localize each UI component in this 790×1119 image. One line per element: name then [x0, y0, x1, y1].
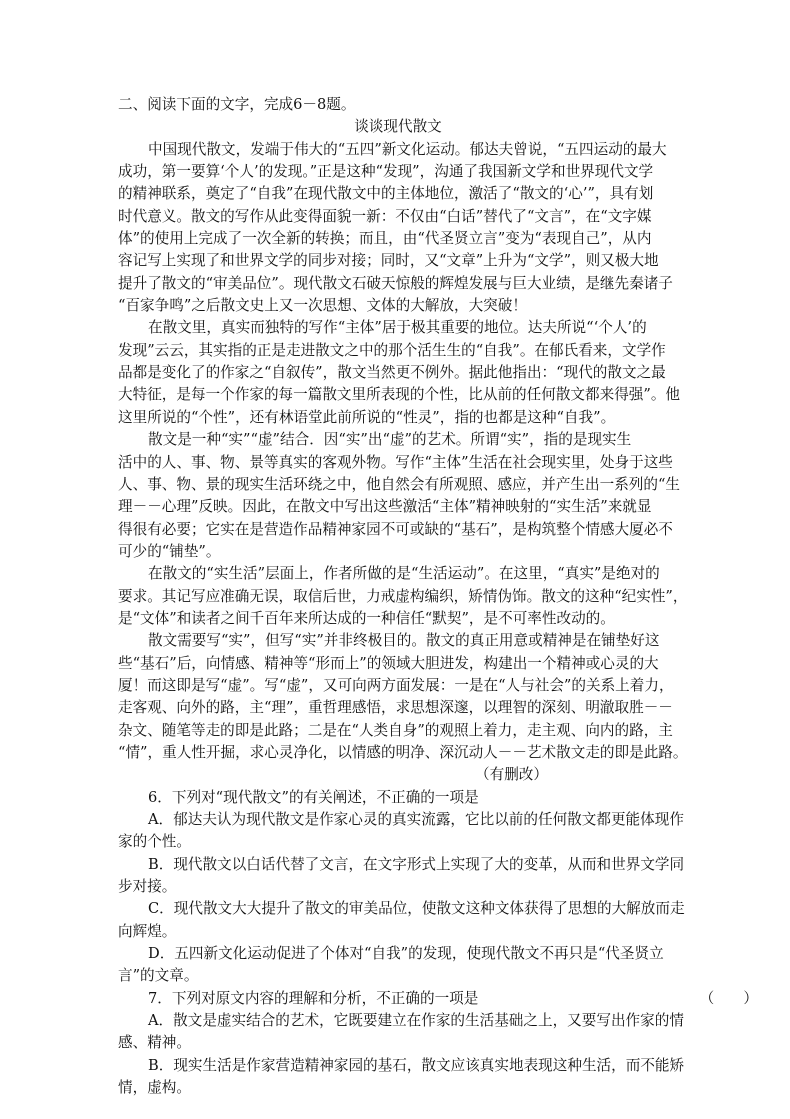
option-c — [118, 898, 685, 943]
paragraph-line: 品都是变化了的作家之“自叙传”，散文当然更不例外。据此他指出：“现代的散文之最 — [118, 364, 666, 382]
article-paragraph — [118, 630, 688, 764]
option-line: 感、精神。 — [118, 1034, 191, 1052]
article-paragraph — [118, 563, 688, 630]
paragraph-line: “情”，重人性开掘，求心灵净化，以情感的明净、深沉动人－－艺术散文走的即是此路。 — [118, 743, 688, 761]
question-6-stem: 6．下列对“现代散文”的有关阐述，不正确的一项是 — [148, 788, 479, 806]
article-title: 谈谈现代散文 — [354, 118, 442, 136]
answer-bracket: （ ） — [699, 989, 758, 1007]
section-heading: 二、阅读下面的文字，完成6－8题。 — [118, 96, 356, 113]
option-line: 步对接。 — [118, 878, 177, 896]
option-line: A．散文是虚实结合的艺术，它既要建立在作家的生活基础之上，又要写出作家的情 — [148, 1012, 684, 1030]
paragraph-line: 这里所说的“个性”，还有林语堂此前所说的“性灵”，指的也都是这种“自我”。 — [118, 408, 616, 426]
option-line: A．郁达夫认为现代散文是作家心灵的真实流露，它比以前的任何散文都更能体现作 — [148, 811, 684, 828]
question-7-options — [118, 1010, 685, 1099]
option-b — [118, 1055, 685, 1100]
paragraph-line: 时代意义。散文的写作从此变得面貌一新：不仅由“白话”替代了“文言”，在“文字媒 — [118, 207, 652, 225]
paragraph-line: 大特征，是每一个作家的每一篇散文里所表现的个性，比从前的任何散文都来得强”。他 — [118, 386, 681, 404]
paragraph-line: 是“文体”和读者之间千百年来所达成的一种信任“默契”，是不可率性改动的。 — [118, 609, 615, 627]
paragraph-line: 些“基石”后，向情感、精神等“形而上”的领域大胆进发，构建出一个精神或心灵的大 — [118, 654, 659, 672]
article-paragraph — [118, 429, 681, 563]
article-paragraph — [118, 139, 678, 318]
paragraph-line: 要求。其记写应准确无误，取信后世，力戒虚构编织，矫情伪饰。散文的这种“纪实性”， — [118, 587, 688, 605]
paragraph-line: 中国现代散文，发端于伟大的“五四”新文化运动。郁达夫曾说，“五四运动的最大 — [148, 140, 667, 158]
option-line: 家的个性。 — [118, 833, 191, 851]
paragraph-line: 散文需要写“实”，但写“实”并非终极目的。散文的真正用意或精神是在铺垫好这 — [148, 632, 660, 650]
paragraph-line: 散文是一种“实”“虚”结合．因“实”出“虚”的艺术。所谓“实”，指的是现实生 — [148, 431, 632, 449]
option-a — [118, 809, 684, 854]
option-line: C．现代散文大大提升了散文的审美品位，使散文这种文体获得了思想的大解放而走 — [148, 900, 685, 918]
question-7-stem-line — [118, 988, 758, 1010]
paragraph-line: 厦！而这即是写“虚”。写“虚”，又可向两方面发展：一是在“人与社会”的关系上着力， — [118, 676, 674, 694]
paragraph-line: “百家争鸣”之后散文史上又一次思想、文体的大解放，大突破！ — [118, 297, 527, 315]
question-7 — [118, 988, 758, 1100]
question-6 — [118, 787, 685, 988]
exam-page — [118, 94, 758, 1099]
article-body — [118, 139, 688, 765]
paragraph-line: 容记写上实现了和世界文学的同步对接；同时，又“文章”上升为“文学”，则又极大地 — [118, 252, 659, 270]
question-6-options — [118, 809, 685, 988]
article-paragraph — [118, 317, 681, 429]
option-d — [118, 943, 678, 988]
paragraph-line: 在散文的“实生活”层面上，作者所做的是“生活运动”。在这里，“真实”是绝对的 — [148, 565, 660, 583]
option-line: D．五四新文化运动促进了个体对“自我”的发现，使现代散文不再只是“代圣贤立 — [148, 945, 664, 963]
paragraph-line: 可少的“铺垫”。 — [118, 542, 221, 560]
option-a — [118, 1010, 684, 1055]
option-b — [118, 854, 685, 899]
paragraph-line: 活中的人、事、物、景等真实的客观外物。写作“主体”生活在社会现实里，处身于这些 — [118, 453, 673, 471]
option-line: 言”的文章。 — [118, 967, 199, 985]
option-line: B．现代散文以白话代替了文言，在文字形式上实现了大的变革，从而和世界文学同 — [148, 855, 685, 873]
paragraph-line: 理－－心理”反映。因此，在散文中写出这些激活“主体”精神映射的“实生活”来就显 — [118, 498, 652, 516]
article-note: （有删改） — [475, 766, 548, 784]
paragraph-line: 体”的使用上完成了一次全新的转换；而且，由“代圣贤立言”变为“表现自己”，从内 — [118, 230, 652, 248]
paragraph-line: 成功，第一要算‘个人’的发现。”正是这种“发现”，沟通了我国新文学和世界现代文学 — [118, 163, 654, 181]
paragraph-line: 的精神联系，奠定了“自我”在现代散文中的主体地位，激活了“散文的‘心’”，具有划 — [118, 185, 654, 203]
paragraph-line: 人、事、物、景的现实生活环绕之中，他自然会有所观照、感应，并产生出一系列的“生 — [118, 475, 681, 493]
paragraph-line: 杂文、随笔等走的即是此路；二是在“人类自身”的观照上着力，走主观、向内的路，主 — [118, 721, 673, 739]
option-line: 情，虚构。 — [118, 1079, 191, 1097]
option-line: B．现实生活是作家营造精神家园的基石，散文应该真实地表现这种生活，而不能矫 — [148, 1056, 685, 1074]
option-line: 向辉煌。 — [118, 922, 177, 940]
question-7-stem: 7．下列对原文内容的理解和分析，不正确的一项是 — [148, 989, 479, 1007]
paragraph-line: 发现”云云，其实指的正是走进散文之中的那个活生生的“自我”。在郁氏看来，文学作 — [118, 341, 666, 359]
paragraph-line: 得很有必要；它实在是营造作品精神家园不可或缺的“基石”，是构筑整个情感大厦必不 — [118, 520, 673, 538]
paragraph-line: 在散文里，真实而独特的写作“主体”居于极其重要的地位。达夫所说“‘个人’的 — [148, 319, 647, 337]
paragraph-line: 提升了散文的“审美品位”。现代散文石破天惊般的辉煌发展与巨大业绩，是继先秦诸子 — [118, 274, 673, 292]
paragraph-line: 走客观、向外的路，主“理”，重哲理感悟，求思想深邃，以理智的深刻、明澈取胜－－ — [118, 699, 673, 717]
